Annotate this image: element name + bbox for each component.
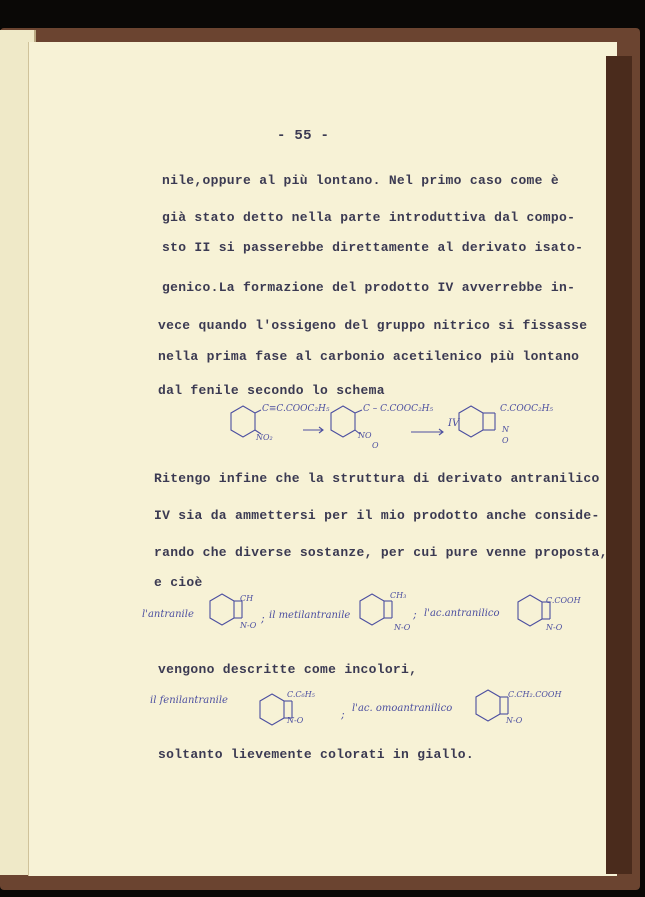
text-line-1: nile,oppure al più lontano. Nel primo caso come è [162, 173, 559, 188]
group-fenilantranile: C.C₆H₅ [287, 690, 315, 699]
text-line-2: già stato detto nella parte introduttiva dal compo- [162, 210, 576, 225]
scheme-roman-numeral: IV [448, 418, 460, 429]
scheme-substituent-1: C≡C.COOC₂H₅ [262, 404, 330, 414]
separator-3: ; [341, 708, 345, 721]
text-line-11: e cioè [154, 575, 203, 590]
scheme-nitro-3: N [502, 425, 509, 434]
scheme-oxygen-3: O [502, 436, 509, 445]
text-line-5: vece quando l'ossigeno del gruppo nitrico si fissasse [158, 318, 588, 333]
compound-name-metilantranile: il metilantranile [269, 610, 351, 621]
scheme-nitro-1: NO₂ [256, 433, 273, 442]
text-line-8: Ritengo infine che la struttura di derivato antranilico [154, 471, 600, 486]
nitrogen-antranile: N-O [240, 621, 257, 630]
nitrogen-metilantranile: N-O [394, 623, 411, 632]
text-line-9: IV sia da ammettersi per il mio prodotto anche conside- [154, 508, 600, 523]
scheme-oxygen: O [372, 441, 379, 450]
compound-name-ac-antranilico: l'ac.antranilico [424, 608, 500, 619]
benzene-ring-2 [331, 406, 355, 437]
text-line-13: soltanto lievemente colorati in giallo. [158, 747, 474, 762]
group-ac-omoantranilico: C.CH₂.COOH [508, 690, 562, 699]
separator-2: ; [413, 608, 417, 621]
separator-1: ; [261, 612, 265, 625]
scheme-substituent-2: C – C.COOC₂H₅ [363, 404, 434, 414]
group-ac-antranilico: C.COOH [546, 596, 581, 605]
compound-name-fenilantranile: il fenilantranile [150, 695, 228, 706]
compound-name-ac-omoantranilico: l'ac. omoantranilico [352, 703, 453, 714]
benzene-ring-1 [231, 406, 255, 437]
scheme-nitro-2: NO [358, 431, 372, 440]
text-line-4: genico.La formazione del prodotto IV avverrebbe in- [162, 280, 576, 295]
text-line-7: dal fenile secondo lo schema [158, 383, 385, 398]
scheme-substituent-3: C.COOC₂H₅ [500, 404, 554, 414]
page-number: - 55 - [277, 128, 330, 144]
group-antranile: CH [240, 594, 254, 603]
cover-edge [606, 56, 632, 874]
text-line-6: nella prima fase al carbonio acetilenico più lontano [158, 349, 580, 364]
nitrogen-fenilantranile: N-O [287, 716, 304, 725]
text-line-3: sto II si passerebbe direttamente al derivato isato- [162, 240, 584, 255]
compound-name-antranile: l'antranile [142, 609, 194, 620]
benzene-ring-3 [459, 406, 483, 437]
nitrogen-ac-omoantranilico: N-O [506, 716, 523, 725]
text-line-12: vengono descritte come incolori, [158, 662, 418, 677]
group-metilantranile: CH₃ [390, 591, 407, 600]
nitrogen-ac-antranilico: N-O [546, 623, 563, 632]
text-line-10: rando che diverse sostanze, per cui pure venne proposta, [154, 545, 608, 560]
